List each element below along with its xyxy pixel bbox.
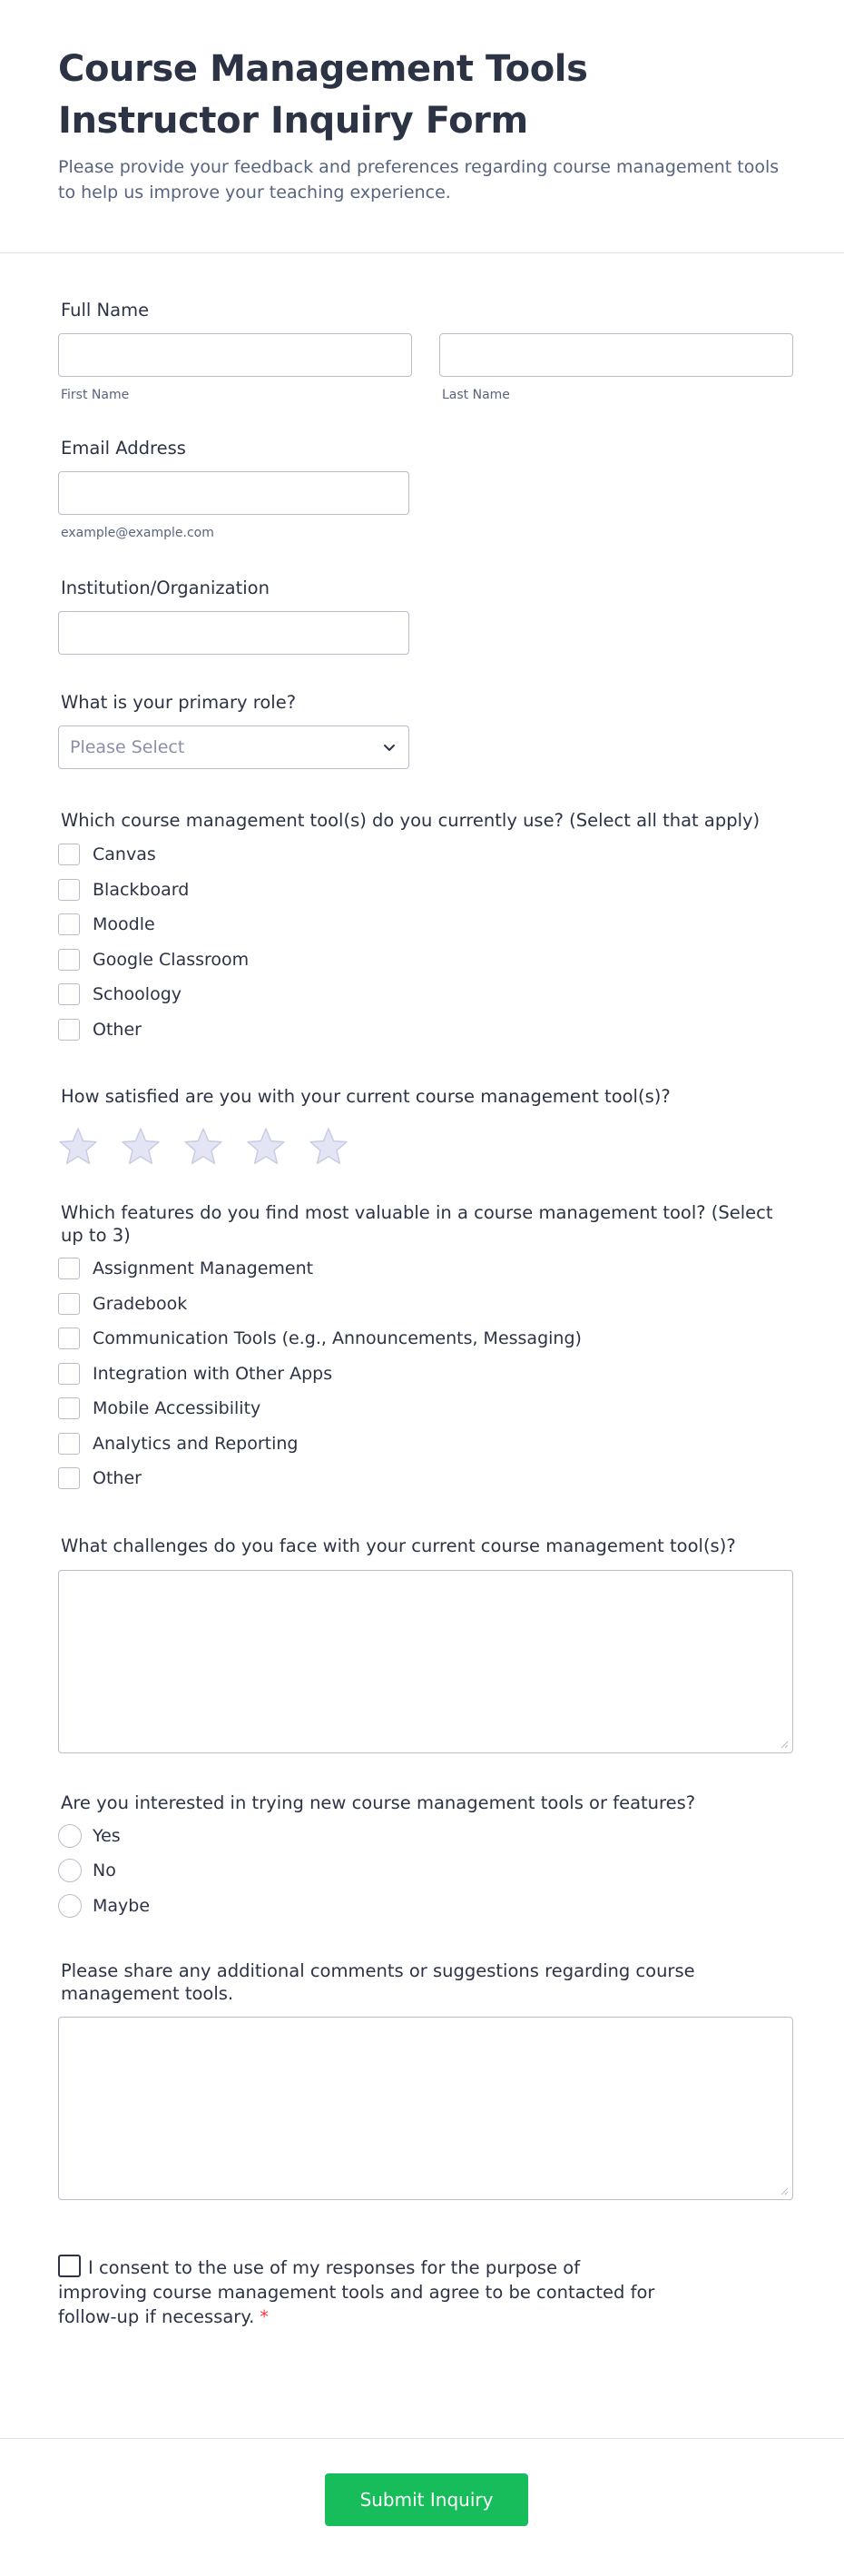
star-icon[interactable] — [246, 1127, 286, 1167]
submit-button[interactable]: Submit Inquiry — [325, 2473, 528, 2526]
satisfaction-label: How satisfied are you with your current course management tool(s)? — [61, 1086, 671, 1107]
institution-question — [58, 577, 793, 655]
checkbox[interactable] — [58, 1363, 80, 1385]
option-label: No — [93, 1860, 116, 1881]
role-label: What is your primary role? — [61, 692, 297, 713]
checkbox[interactable] — [58, 1019, 80, 1041]
features-options — [58, 1251, 793, 1496]
radio-button[interactable] — [58, 1824, 82, 1848]
first-name-group — [58, 333, 412, 402]
features-option[interactable] — [58, 1357, 793, 1392]
radio-button[interactable] — [58, 1859, 82, 1882]
form-subtitle: Please provide your feedback and preferences regarding course management tools to help us improve your teaching experience. — [58, 157, 780, 202]
first-name-input[interactable] — [58, 333, 412, 377]
option-label: Google Classroom — [93, 949, 250, 970]
radio-button[interactable] — [58, 1894, 82, 1918]
email-question — [58, 437, 793, 540]
resize-grip-icon[interactable] — [780, 2186, 789, 2196]
checkbox[interactable] — [58, 1433, 80, 1455]
email-input[interactable] — [58, 471, 409, 515]
challenges-question — [58, 1535, 793, 1753]
option-label: Canvas — [93, 844, 156, 865]
features-option[interactable] — [58, 1287, 793, 1322]
option-label: Schoology — [93, 984, 182, 1005]
option-label: Moodle — [93, 914, 155, 935]
satisfaction-question — [58, 1085, 793, 1167]
features-option[interactable] — [58, 1321, 793, 1357]
form-content — [0, 299, 844, 2329]
checkbox[interactable] — [58, 1327, 80, 1349]
option-label: Communication Tools (e.g., Announcements, Messaging) — [93, 1328, 582, 1349]
role-select-value: Please Select — [70, 737, 185, 757]
features-option[interactable] — [58, 1251, 793, 1287]
challenges-textarea[interactable] — [58, 1570, 793, 1753]
interest-label: Are you interested in trying new course management tools or features? — [61, 1791, 696, 1813]
chevron-down-icon — [381, 739, 397, 755]
tools-option[interactable] — [58, 873, 793, 908]
features-label: Which features do you find most valuable in a course management tool? (Select up to 3) — [61, 1202, 773, 1246]
checkbox[interactable] — [58, 1397, 80, 1419]
features-option[interactable] — [58, 1391, 793, 1426]
checkbox[interactable] — [58, 1293, 80, 1315]
features-option[interactable] — [58, 1461, 793, 1496]
features-question — [58, 1201, 793, 1496]
star-icon[interactable] — [183, 1127, 223, 1167]
option-label: Maybe — [93, 1895, 151, 1916]
checkbox[interactable] — [58, 913, 80, 935]
tools-question — [58, 809, 793, 1047]
full-name-question — [58, 299, 793, 402]
consent-text: I consent to the use of my responses for the purpose of improving course management tools and agree to be contacted for follow-up if necessary. — [58, 2257, 655, 2327]
option-label: Yes — [93, 1825, 121, 1846]
checkbox[interactable] — [58, 983, 80, 1005]
star-icon[interactable] — [309, 1127, 348, 1167]
comments-label: Please share any additional comments or suggestions regarding course management tools. — [61, 1960, 695, 2004]
option-label: Other — [93, 1019, 142, 1040]
role-question — [58, 691, 793, 769]
form-footer — [0, 2438, 844, 2576]
tools-option[interactable] — [58, 907, 793, 943]
tools-options — [58, 837, 793, 1047]
features-option[interactable] — [58, 1426, 793, 1462]
interest-option[interactable] — [58, 1889, 793, 1924]
role-select[interactable] — [58, 725, 409, 769]
comments-textarea[interactable] — [58, 2017, 793, 2200]
resize-grip-icon[interactable] — [780, 1740, 789, 1749]
checkbox[interactable] — [58, 844, 80, 865]
consent-checkbox[interactable] — [58, 2255, 81, 2277]
institution-label: Institution/Organization — [61, 577, 270, 598]
option-label: Other — [93, 1468, 142, 1489]
interest-options — [58, 1819, 793, 1924]
option-label: Mobile Accessibility — [93, 1398, 261, 1419]
tools-option[interactable] — [58, 1012, 793, 1048]
consent-label[interactable] — [58, 2255, 657, 2329]
challenges-label: What challenges do you face with your current course management tool(s)? — [61, 1535, 736, 1556]
option-label: Blackboard — [93, 879, 190, 900]
checkbox[interactable] — [58, 1258, 80, 1279]
checkbox[interactable] — [58, 879, 80, 901]
interest-option[interactable] — [58, 1853, 793, 1889]
email-sublabel: example@example.com — [61, 526, 214, 540]
last-name-group — [439, 333, 793, 402]
star-icon[interactable] — [58, 1127, 98, 1167]
interest-question — [58, 1791, 793, 1924]
comments-question — [58, 1959, 793, 2200]
form-header — [0, 0, 844, 253]
tools-label: Which course management tool(s) do you currently use? (Select all that apply) — [61, 810, 761, 831]
option-label: Analytics and Reporting — [93, 1433, 299, 1454]
first-name-sublabel: First Name — [61, 388, 130, 402]
consent-question — [58, 2255, 793, 2329]
full-name-row — [58, 333, 793, 402]
tools-option[interactable] — [58, 837, 793, 873]
star-rating — [58, 1127, 793, 1167]
checkbox[interactable] — [58, 949, 80, 971]
tools-option[interactable] — [58, 977, 793, 1012]
form-title: Course Management Tools Instructor Inquiry Form — [58, 48, 588, 142]
checkbox[interactable] — [58, 1467, 80, 1489]
full-name-label: Full Name — [61, 300, 150, 321]
option-label: Gradebook — [93, 1293, 188, 1314]
institution-input[interactable] — [58, 611, 409, 655]
tools-option[interactable] — [58, 943, 793, 978]
interest-option[interactable] — [58, 1819, 793, 1854]
last-name-input[interactable] — [439, 333, 793, 377]
email-label: Email Address — [61, 438, 186, 459]
option-label: Integration with Other Apps — [93, 1363, 333, 1384]
last-name-sublabel: Last Name — [442, 388, 510, 402]
option-label: Assignment Management — [93, 1258, 314, 1279]
required-asterisk: * — [260, 2306, 270, 2327]
star-icon[interactable] — [121, 1127, 161, 1167]
